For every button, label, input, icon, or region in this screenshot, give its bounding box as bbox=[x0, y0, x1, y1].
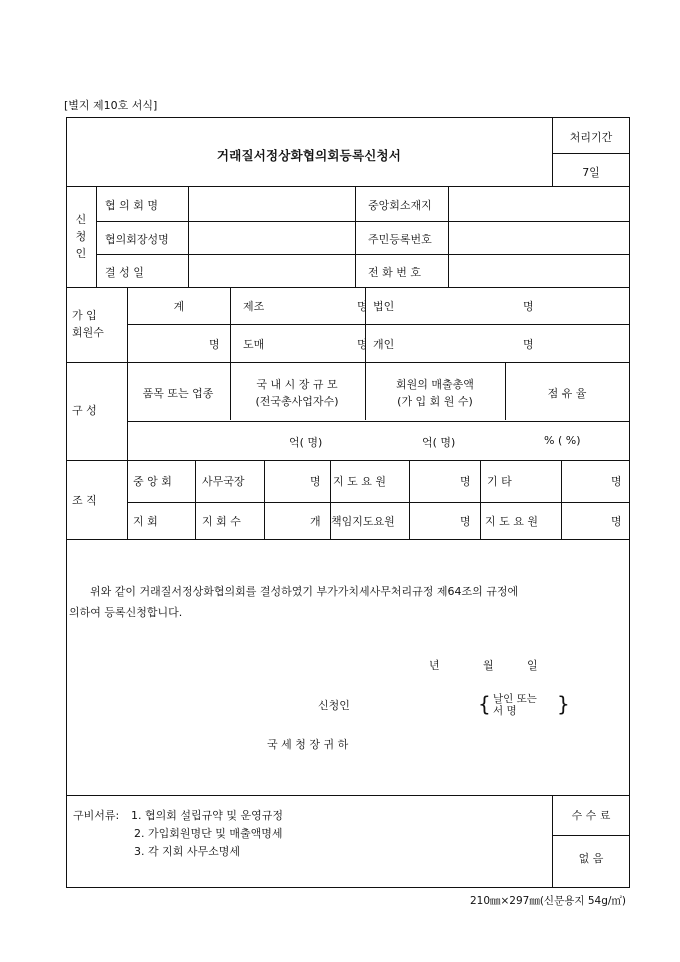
sign-line1: 날인 또는 bbox=[493, 693, 537, 705]
registration-form bbox=[66, 117, 630, 888]
branch-label: 지 회 bbox=[133, 515, 158, 528]
members-total-unit: 명 bbox=[209, 338, 220, 351]
recipient-label: 국 세 청 장 귀 하 bbox=[267, 738, 349, 751]
central-label: 중 앙 회 bbox=[133, 475, 172, 488]
sign-line2: 서 명 bbox=[493, 705, 517, 717]
wholesale-unit: 명 bbox=[357, 338, 368, 351]
guide-staff2-label: 지 도 요 원 bbox=[485, 515, 538, 528]
sign-bracket-left-icon: { bbox=[478, 692, 491, 716]
guide-staff2-unit: 명 bbox=[611, 515, 622, 528]
manufacturing-unit: 명 bbox=[357, 300, 368, 313]
other-unit: 명 bbox=[611, 475, 622, 488]
corporation-unit: 명 bbox=[523, 300, 534, 313]
applicant-section-char-3: 인 bbox=[75, 247, 87, 260]
formed-date-label: 결 성 일 bbox=[105, 266, 144, 279]
declaration-line2: 의하여 등록신청합니다. bbox=[69, 606, 183, 619]
applicant-signature-label: 신청인 bbox=[318, 699, 350, 712]
sign-bracket-right-icon: } bbox=[557, 692, 570, 716]
form-label: [별지 제10호 서식] bbox=[64, 99, 158, 112]
chief-guide-unit: 명 bbox=[460, 515, 471, 528]
organization-section-label: 조 직 bbox=[72, 494, 97, 507]
applicant-section-char-1: 신 bbox=[75, 213, 87, 226]
sales-unit: 억( 명) bbox=[422, 436, 456, 449]
form-title: 거래질서정상화협의회등록신청서 bbox=[216, 148, 402, 163]
item-header: 품목 또는 업종 bbox=[142, 387, 214, 400]
members-section-line2: 회원수 bbox=[72, 326, 104, 339]
declaration-line1: 위와 같이 거래질서정상화협의회를 결성하였기 부가가치세사무처리규정 제64조의 규정에 bbox=[90, 585, 519, 598]
individual-unit: 명 bbox=[523, 338, 534, 351]
chair-name-label: 협의회장성명 bbox=[105, 233, 169, 246]
members-total-label: 계 bbox=[173, 300, 185, 313]
secretary-label: 사무국장 bbox=[202, 475, 245, 488]
guide-staff-unit: 명 bbox=[460, 475, 471, 488]
sales-header-line1: 회원의 매출총액 bbox=[396, 378, 474, 391]
documents-label: 구비서류: bbox=[73, 809, 120, 822]
market-scale-header-line2: (전국총사업자수) bbox=[255, 395, 339, 408]
guide-staff-label: 지 도 요 원 bbox=[333, 475, 386, 488]
processing-period-label: 처리기간 bbox=[569, 131, 613, 144]
secretary-unit: 명 bbox=[310, 475, 321, 488]
wholesale-label: 도매 bbox=[243, 338, 265, 351]
processing-period-value: 7일 bbox=[582, 166, 600, 179]
paper-size-note: 210㎜×297㎜(신문용지 54g/㎡) bbox=[469, 895, 626, 907]
sales-header-line2: (가 입 회 원 수) bbox=[397, 395, 473, 408]
corporation-label: 법인 bbox=[373, 300, 395, 313]
market-scale-header-line1: 국 내 시 장 규 모 bbox=[256, 378, 338, 391]
share-unit: % ( %) bbox=[544, 434, 581, 447]
members-section-line1: 가 입 bbox=[72, 309, 97, 322]
branch-count-label: 지 회 수 bbox=[202, 515, 241, 528]
fee-label: 수 수 료 bbox=[571, 809, 611, 822]
branch-count-unit: 개 bbox=[310, 515, 321, 528]
assoc-name-label: 협 의 회 명 bbox=[105, 199, 158, 212]
documents-item-1: 1. 협의회 설립규약 및 운영규정 bbox=[131, 809, 283, 822]
applicant-section-char-2: 청 bbox=[75, 230, 87, 243]
date-day-label: 일 bbox=[527, 659, 538, 672]
documents-item-3: 3. 각 지회 사무소명세 bbox=[134, 845, 240, 858]
documents-item-2: 2. 가입회원명단 및 매출액명세 bbox=[134, 827, 283, 840]
market-scale-unit: 억( 명) bbox=[289, 436, 323, 449]
date-month-label: 월 bbox=[483, 659, 494, 672]
head-office-label: 중앙회소재지 bbox=[368, 199, 432, 212]
individual-label: 개인 bbox=[373, 338, 395, 351]
phone-label: 전 화 번 호 bbox=[368, 266, 421, 279]
resident-no-label: 주민등록번호 bbox=[368, 233, 432, 246]
share-header: 점 유 율 bbox=[547, 387, 587, 400]
other-label: 기 타 bbox=[487, 475, 512, 488]
composition-section-label: 구 성 bbox=[72, 404, 97, 417]
date-year-label: 년 bbox=[429, 659, 440, 672]
chief-guide-label: 책임지도요원 bbox=[331, 515, 395, 528]
fee-value: 없 음 bbox=[578, 852, 604, 865]
manufacturing-label: 제조 bbox=[243, 300, 265, 313]
